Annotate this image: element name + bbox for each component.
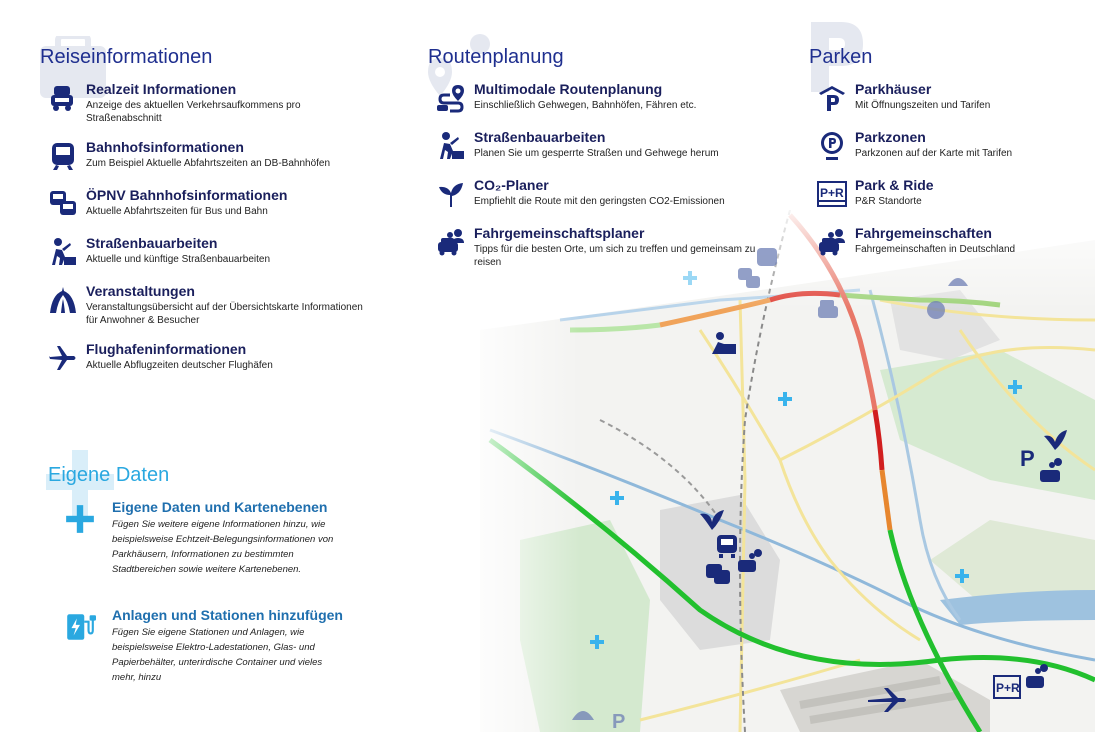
- feature-description: Tipps für die besten Orte, um sich zu treffen und gemeinsam zu reisen: [474, 244, 756, 268]
- feature-airport-info[interactable]: [40, 341, 370, 375]
- park-and-ride-icon: [817, 179, 847, 209]
- feature-title: Flughafeninformationen: [86, 341, 247, 357]
- feature-description: Planen Sie um gesperrte Straßen und Gehwege herum: [474, 148, 719, 159]
- roadworks-icon: [436, 131, 466, 161]
- feature-parking-zones[interactable]: [809, 129, 1079, 163]
- parking-garage-icon: [817, 83, 847, 113]
- feature-roadworks[interactable]: [40, 235, 370, 269]
- map-parking-icon[interactable]: [1020, 446, 1035, 471]
- feature-title: ÖPNV Bahnhofsinformationen: [86, 187, 288, 203]
- feature-description: Parkzonen auf der Karte mit Tarifen: [855, 148, 1013, 159]
- svg-text:P: P: [1020, 446, 1035, 471]
- svg-text:P+R: P+R: [996, 681, 1020, 695]
- feature-park-and-ride[interactable]: [809, 177, 1079, 211]
- feature-title: Straßenbauarbeiten: [474, 129, 606, 145]
- feature-parking-garages[interactable]: [809, 81, 1079, 115]
- feature-title: CO₂-Planer: [474, 177, 549, 193]
- section-title-own-data: Eigene Daten: [48, 464, 170, 486]
- parking-pin-icon: [817, 131, 847, 161]
- feature-title: Fahrgemeinschaften: [855, 225, 992, 241]
- event-tent-icon: [48, 285, 78, 315]
- feature-description: Empfiehlt die Route mit den geringsten CO2-Emissionen: [474, 196, 725, 207]
- traffic-cars-icon: [48, 83, 78, 113]
- svg-text:P: P: [612, 711, 626, 732]
- section-title-travel-info: Reiseinformationen: [40, 46, 213, 68]
- column-parking: [809, 46, 1079, 273]
- column-travel-info: [40, 46, 370, 389]
- feature-description: Anzeige des aktuellen Verkehrsaufkommens pro Straßenabschnitt: [86, 100, 301, 124]
- feature-events[interactable]: [40, 283, 370, 327]
- feature-title: Fahrgemeinschaftsplaner: [474, 225, 645, 241]
- feature-co2-planner[interactable]: [428, 177, 758, 211]
- feature-title: Bahnhofsinformationen: [86, 139, 244, 155]
- bus-stop-icon: [48, 189, 78, 219]
- airplane-icon: [48, 343, 78, 373]
- roadworks-icon: [48, 237, 78, 267]
- section-title-route-planning: Routenplanung: [428, 46, 564, 68]
- feature-description: Fahrgemeinschaften in Deutschland: [855, 244, 1016, 255]
- feature-add-stations[interactable]: [48, 607, 348, 685]
- feature-roadworks-routing[interactable]: [428, 129, 758, 163]
- plus-icon: [64, 503, 96, 535]
- multimodal-route-icon: [436, 83, 466, 113]
- feature-title: Parkzonen: [855, 129, 926, 145]
- column-own-data: [48, 464, 348, 699]
- svg-text:P+R: P+R: [820, 186, 844, 200]
- feature-title: Park & Ride: [855, 177, 934, 193]
- feature-public-transport-info[interactable]: [40, 187, 370, 221]
- feature-description: Mit Öffnungszeiten und Tarifen: [855, 100, 991, 111]
- charging-station-icon: [64, 611, 96, 643]
- feature-carpool-planner[interactable]: [428, 225, 758, 269]
- feature-title: Anlagen und Stationen hinzufügen: [112, 607, 343, 623]
- feature-description: Fügen Sie eigene Stationen und Anlagen, wie beispielsweise Elektro-Ladestationen, Glas- und Papierbehälter, unterirdische Container und vieles mehr, hinzu: [112, 627, 323, 683]
- sprout-icon: [436, 179, 466, 209]
- feature-multimodal-routing[interactable]: [428, 81, 758, 115]
- section-title-parking: Parken: [809, 46, 873, 68]
- feature-description: Einschließlich Gehwegen, Bahnhöfen, Fähren etc.: [474, 100, 697, 111]
- feature-carpooling[interactable]: [809, 225, 1079, 259]
- feature-description: Veranstaltungsübersicht auf der Übersichtskarte Informationen für Anwohner & Besucher: [86, 302, 363, 326]
- map-parking-pin-icon[interactable]: [927, 301, 945, 319]
- feature-own-layers[interactable]: [48, 499, 348, 577]
- feature-description: P&R Standorte: [855, 196, 922, 207]
- column-route-planning: [428, 46, 758, 283]
- feature-description: Aktuelle und künftige Straßenbauarbeiten: [86, 254, 271, 265]
- map-parking-icon[interactable]: [612, 711, 625, 732]
- feature-description: Zum Beispiel Aktuelle Abfahrtszeiten an DB-Bahnhöfen: [86, 158, 331, 169]
- feature-title: Veranstaltungen: [86, 283, 195, 299]
- feature-description: Aktuelle Abflugzeiten deutscher Flughäfen: [86, 360, 273, 371]
- feature-description: Fügen Sie weitere eigene Informationen hinzu, wie beispielsweise Echtzeit-Belegungsinformationen von Parkhäusern, Informationen zu bestimmten Stadtbereichen sowie weitere Kartenebenen.: [112, 519, 334, 575]
- train-icon: [48, 141, 78, 171]
- carpool-icon: [817, 227, 847, 257]
- carpool-icon: [436, 227, 466, 257]
- feature-realtime-info[interactable]: [40, 81, 370, 125]
- feature-title: Multimodale Routenplanung: [474, 81, 663, 97]
- feature-title: Realzeit Informationen: [86, 81, 237, 97]
- feature-title: Eigene Daten und Kartenebenen: [112, 499, 328, 515]
- feature-station-info[interactable]: [40, 139, 370, 173]
- feature-title: Parkhäuser: [855, 81, 932, 97]
- feature-title: Straßenbauarbeiten: [86, 235, 218, 251]
- feature-description: Aktuelle Abfahrtszeiten für Bus und Bahn: [86, 206, 268, 217]
- map-train-icon[interactable]: [757, 248, 777, 266]
